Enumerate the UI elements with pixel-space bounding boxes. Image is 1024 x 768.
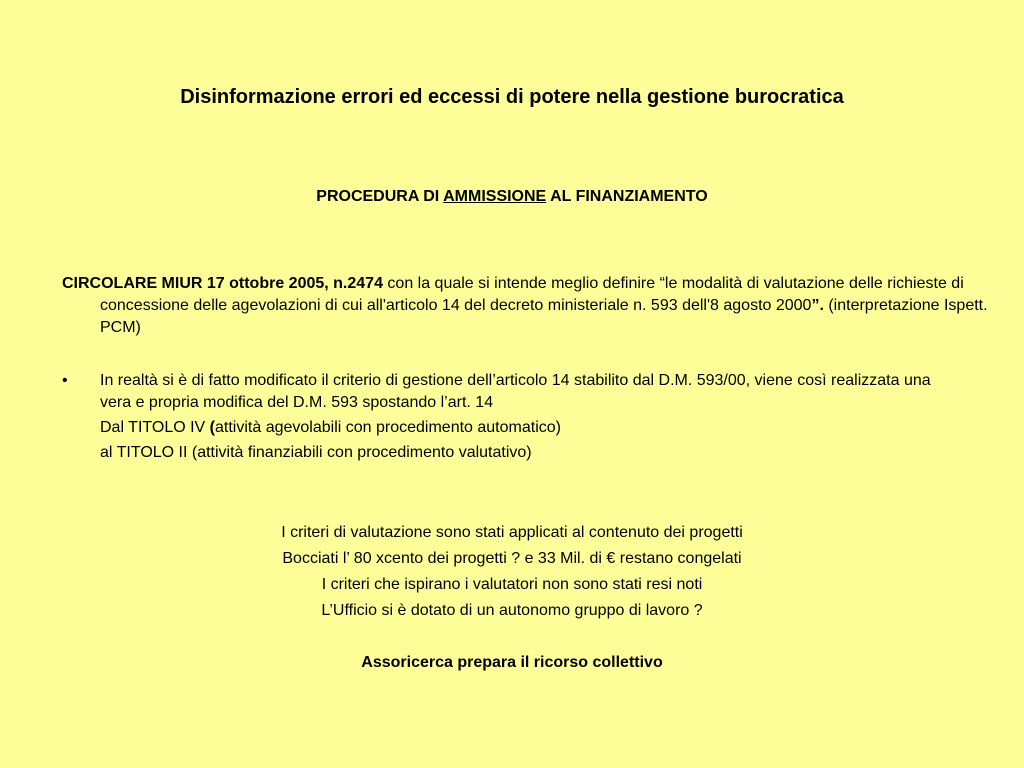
summary-line: Bocciati l’ 80 xcento dei progetti ? e 33 Mil. di € restano congelati — [282, 550, 742, 567]
heading-underlined: AMMISSIONE — [443, 188, 547, 205]
dal-rest: attività agevolabili con procedimento automatico) — [215, 419, 561, 436]
heading-prefix: PROCEDURA DI — [316, 188, 444, 205]
bullet-marker: • — [62, 372, 68, 389]
summary-line: I criteri che ispirano i valutatori non sono stati resi noti — [321, 576, 703, 593]
circolare-closing-quote: ”. — [811, 297, 824, 314]
section-heading — [0, 186, 1024, 208]
closing-statement: Assoricerca prepara il ricorso collettivo — [361, 654, 663, 671]
line-dal-titolo-iv — [62, 417, 962, 439]
circolare-reference: CIRCOLARE MIUR 17 ottobre 2005, n.2474 — [62, 275, 383, 292]
summary-line: L’Ufficio si è dotato di un autonomo gruppo di lavoro ? — [321, 602, 703, 619]
heading-suffix: AL FINANZIAMENTO — [546, 188, 708, 205]
bullet-item — [62, 370, 962, 414]
summary-lines — [0, 520, 1024, 624]
line-al-titolo-ii: al TITOLO II (attività finanziabili con procedimento valutativo) — [100, 444, 532, 461]
circolare-tail: (interpretazione Ispett. PCM) — [100, 297, 988, 336]
dal-paren: ( — [209, 419, 215, 436]
slide-title: Disinformazione errori ed eccessi di potere nella gestione burocratica — [180, 86, 844, 108]
circolare-paragraph — [62, 273, 1000, 339]
summary-line: I criteri di valutazione sono stati applicati al contenuto dei progetti — [281, 524, 743, 541]
bullet-text: In realtà si è di fatto modificato il criterio di gestione dell’articolo 14 stabilito dal D.M. 593/00, viene così realizzata una vera e propria modifica del D.M. 593 spostando l’art. 14 — [100, 372, 931, 411]
dal-prefix: Dal TITOLO IV — [100, 419, 210, 436]
bullet-section — [62, 370, 962, 464]
circolare-text: con la quale si intende meglio definire “le modalità di valutazione delle richieste di concessione delle agevolazioni di cui all'articolo 14 del decreto ministeriale n. 593 dell'8 agosto 2000 — [100, 275, 964, 314]
